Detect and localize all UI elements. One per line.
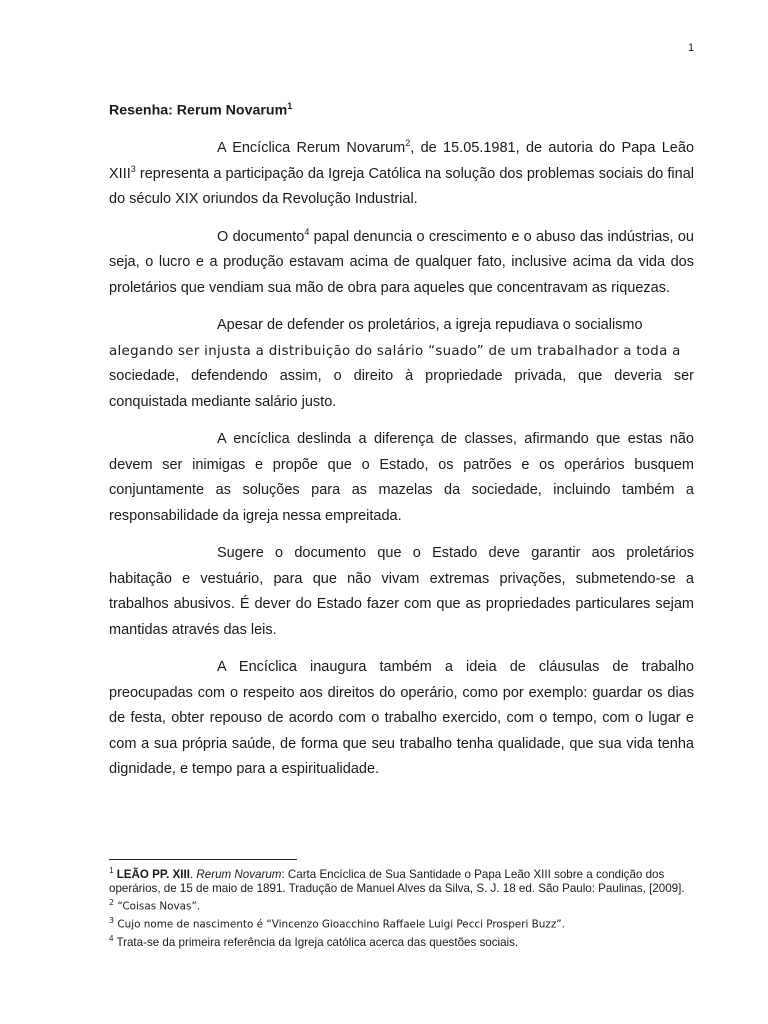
footnote-separator [109,859,297,860]
body-text [109,136,694,795]
paragraph: A encíclica deslinda a diferença de classes, afirmando que estas não devem ser inimigas e propõe que o Estado, os patrões e os operários busquem conjuntamente as soluções para as mazelas da sociedade, incluindo também a responsabilidade da igreja nessa empreitada. [109,431,694,524]
paragraph-text: sociedade, defendendo assim, o direito à propriedade privada, que deveria ser conquistada mediante salário justo. [109,368,694,410]
footnote-text: . [189,867,197,881]
paragraph-text: Apesar de defender os proletários, a igreja repudiava o socialismo [217,317,643,333]
footnote-ref[interactable]: 4 [304,226,310,237]
footnote-number: 2 [109,898,115,908]
paragraph-text: O documento [217,228,305,245]
footnote [109,864,694,896]
footnote-author: LEÃO PP. XIII [116,867,190,881]
paragraph: Sugere o documento que o Estado deve garantir aos proletários habitação e vestuário, para que não vivam extremas privações, submetendo-se a trabalhos abusivos. É dever do Estado fazer com que as propriedades particulares sejam mantidas através das leis. [109,545,694,638]
footnote-number: 4 [109,933,114,943]
title-text: Resenha: Rerum Novarum [109,102,288,119]
footnotes [109,864,694,950]
footnote-ref[interactable]: 3 [130,163,136,174]
footnote-number: 3 [109,915,115,925]
paragraph: A Encíclica inaugura também a ideia de cláusulas de trabalho preocupadas com o respeito aos direitos do operário, como por exemplo: guardar os dias de festa, obter repouso de acordo com o trabalho exercido, com o tempo, com o lugar e com a sua própria saúde, de forma que seu trabalho tenha qualidade, que sua vida tenha dignidade, e tempo para a espiritualidade. [109,659,694,777]
paragraph-text: alegando ser injusta a distribuição do salário “suado” de um trabalhador a toda a [109,343,681,359]
footnote-number: 1 [109,866,114,875]
paragraph [109,313,694,415]
footnote [109,914,694,932]
paragraph-text: , de 15.05.1981, de autoria do Papa Leão XIII [109,140,695,182]
paragraph [109,136,694,213]
document-title [109,101,292,119]
footnote-ref[interactable]: 2 [405,138,411,149]
footnote-ref[interactable]: 1 [287,101,293,111]
paragraph [109,225,694,302]
footnote-text: “Coisas Novas”. [114,900,201,913]
footnote-text: Trata-se da primeira referência da Igreja católica acerca das questões sociais. [113,935,519,949]
page-number: 1 [688,42,695,54]
footnote-work-title: Rerum Novarum [196,867,282,881]
paragraph-text: representa a participação da Igreja Católica na solução dos problemas sociais do final do século XIX oriundos da Revolução Industrial. [109,165,694,207]
paragraph-text: A Encíclica Rerum Novarum [217,140,406,156]
footnote-text: : Carta Encíclica de Sua Santidade o Papa Leão XIII sobre a condição dos operários, de 15 de maio de 1891. Tradução de Manuel Alves da Silva, S. J. 18 ed. São Paulo: Paulinas, [2009]. [109,867,685,896]
footnote [109,932,694,950]
footnote-text: Cujo nome de nascimento é “Vincenzo Gioacchino Raffaele Luigi Pecci Prosperi Buzz”. [114,918,565,931]
paragraph-text: papal denuncia o crescimento e o abuso das indústrias, ou seja, o lucro e a produção estavam acima de qualquer fato, inclusive acima da vida dos proletários que vendiam sua mão de obra para aqueles que concentravam as riquezas. [109,228,694,296]
footnote [109,896,694,914]
